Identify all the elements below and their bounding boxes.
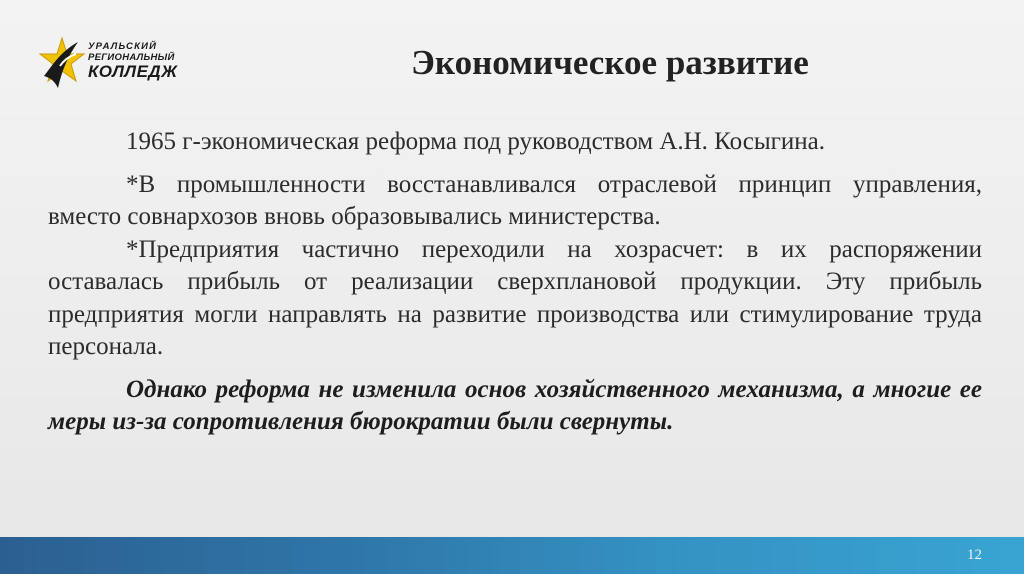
page-number: 12 xyxy=(967,547,982,563)
slide-body xyxy=(48,126,982,439)
college-logo xyxy=(38,36,178,92)
logo-line-2: РЕГИОНАЛЬНЫЙ xyxy=(88,51,175,63)
paragraph-conclusion: Однако реформа не изменила основ хозяйственного механизма, а многие ее меры из-за сопротивления бюрократии были свернуты. xyxy=(48,375,982,435)
paragraph-enterprises: *Предприятия частично переходили на хозрасчет: в их распоряжении оставалась прибыль от реализации сверхплановой продукции. Эту прибыль предприятия могли направлять на развитие производства или стимулирование труда персонала. xyxy=(48,235,982,360)
logo-line-3: КОЛЛЕДЖ xyxy=(88,62,178,81)
paragraph-industry: *В промышленности восстанавливался отраслевой принцип управления, вместо совнархозов вновь образовывались министерства. xyxy=(48,170,982,230)
logo-line-1: УРАЛЬСКИЙ xyxy=(88,41,158,52)
footer-bar xyxy=(0,537,1024,574)
paragraph-reform: 1965 г-экономическая реформа под руководством А.Н. Косыгина. xyxy=(126,128,825,155)
logo-text xyxy=(88,42,177,80)
slide-title: Экономическое развитие xyxy=(411,43,809,82)
